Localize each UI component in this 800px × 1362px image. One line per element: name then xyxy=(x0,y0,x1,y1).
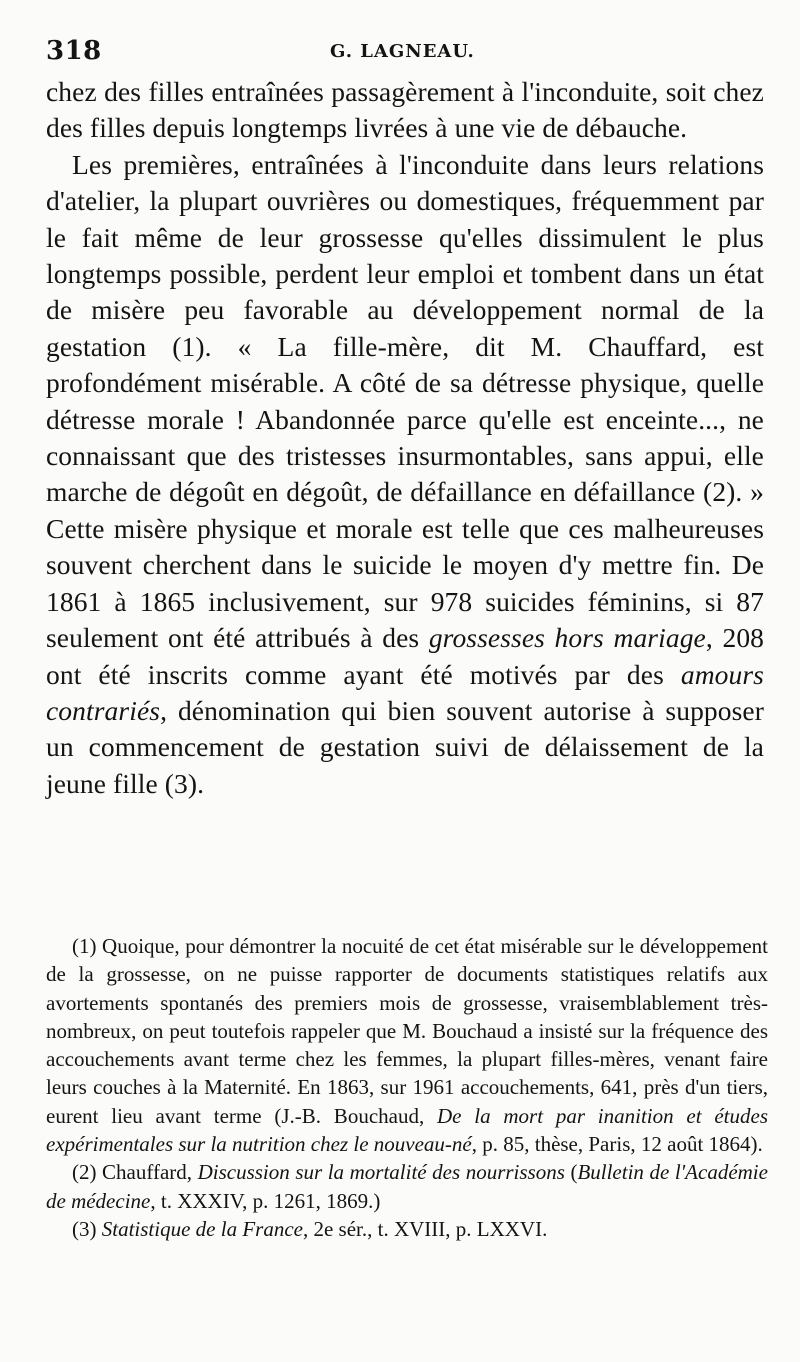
italic-term: grossesses hors mariage xyxy=(428,622,706,654)
page-number: 318 xyxy=(46,36,102,66)
footnote-text: (3) xyxy=(72,1216,102,1241)
footnote-3 xyxy=(46,1215,768,1243)
italic-term: amours contrariés xyxy=(46,658,764,726)
italic-title: Discussion sur la mortalité des nourrissons xyxy=(197,1160,565,1185)
footnotes xyxy=(46,932,768,1243)
paragraph-text: , 208 ont été inscrits comme ayant été motivés par des xyxy=(46,622,765,690)
paragraph-continuation xyxy=(46,74,764,147)
footnote-text: , p. 85, thèse, Paris, 12 août 1864). xyxy=(471,1132,763,1157)
paragraph xyxy=(46,147,764,802)
author-name: G. LAGNEAU. xyxy=(330,41,475,62)
footnote-2 xyxy=(46,1158,768,1215)
footnote-text: , 2e sér., t. XVIII, p. LXXVI. xyxy=(302,1216,548,1241)
italic-title: Bulletin de l'Académie de médecine xyxy=(46,1160,768,1213)
footnote-text: (1) Quoique, pour démontrer la nocuité de cet état misérable sur le développement de la grossesse, on ne puisse rapporter de documents statistiques relatifs aux avortements spontanés des premiers mois de grossesse, vraisemblablement très-nombreux, on peut toutefois rappeler que M. Bouchaud a insisté sur la fréquence des accouchements avant terme chez les femmes, la plupart filles-mères, venant faire leurs couches à la Maternité. En 1863, sur 1961 accouchements, 641, près d'un tiers, eurent lieu avant terme (J.-B. Bouchaud, xyxy=(46,934,768,1128)
running-head xyxy=(46,32,756,66)
paragraph-text: , dénomination qui bien souvent autorise à supposer un commencement de gestation suivi de délaissement de la jeune fille (3). xyxy=(46,694,764,799)
paragraph-text: chez des filles entraînées passagèrement à l'inconduite, soit chez des filles depuis longtemps livrées à une vie de débauche. xyxy=(46,76,764,144)
footnote-text: ( xyxy=(564,1160,578,1185)
main-text xyxy=(46,74,764,802)
footnote-1 xyxy=(46,932,768,1158)
paragraph-text: Les premières, entraînées à l'inconduite dans leurs relations d'atelier, la plupart ouvrières ou domestiques, fréquemment par le fait même de leur grossesse qu'elles dissimulent le plus longtemps possible, perdent leur emploi et tombent dans un état de misère peu favorable au développement normal de la gestation (1). « La fille-mère, dit M. Chauffard, est profondément misérable. A côté de sa détresse physique, quelle détresse morale ! Abandonnée parce qu'elle est enceinte..., ne connaissant que des tristesses insurmontables, sans appui, elle marche de dégoût en dégoût, de défaillance en défaillance (2). » Cette misère physique et morale est telle que ces malheureuses souvent cherchent dans le suicide le moyen d'y mettre fin. De 1861 à 1865 inclusivement, sur 978 suicides féminins, si 87 seulement ont été attribués à des xyxy=(46,148,764,654)
italic-title: Statistique de la France xyxy=(101,1216,303,1241)
italic-title: De la mort par inanition et études expérimentales sur la nutrition chez le nouveau-né xyxy=(46,1103,768,1157)
footnote-text: (2) Chauffard, xyxy=(72,1160,198,1185)
footnote-text: , t. XXXIV, p. 1261, 1869.) xyxy=(150,1188,381,1213)
